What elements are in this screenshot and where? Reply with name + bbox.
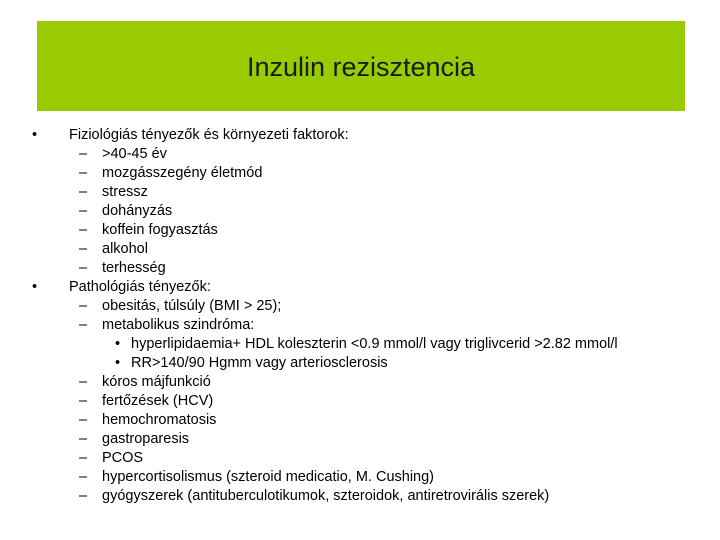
dash-icon: – [79,374,88,390]
list-item: terhesség [102,260,166,276]
dash-icon: – [79,260,88,276]
list-item: metabolikus szindróma: [102,317,255,333]
list-item: mozgásszegény életmód [102,165,263,181]
list-item: fertőzések (HCV) [102,393,214,409]
bullet-icon: • [32,279,38,295]
dash-icon: – [79,450,88,466]
list-item: >40-45 év [102,146,167,162]
dash-icon: – [79,488,88,504]
list-item: stressz [102,184,148,200]
sub-list-item: hyperlipidaemia+ HDL koleszterin <0.9 mmol/l vagy triglivcerid >2.82 mmol/l [131,336,618,352]
dash-icon: – [79,165,88,181]
dash-icon: – [79,298,88,314]
list-item: dohányzás [102,203,173,219]
list-item: hemochromatosis [102,412,217,428]
dash-icon: – [79,431,88,447]
dash-icon: – [79,317,88,333]
section-heading: Fiziológiás tényezők és környezeti faktorok: [69,127,349,143]
list-item: PCOS [102,450,144,466]
list-item: kóros májfunkció [102,374,211,390]
dash-icon: – [79,222,88,238]
bullet-icon: • [115,336,121,352]
bullet-icon: • [32,127,38,143]
dash-icon: – [79,146,88,162]
list-item: gastroparesis [102,431,190,447]
list-item: alkohol [102,241,148,257]
dash-icon: – [79,469,88,485]
list-item: obesitás, túlsúly (BMI > 25); [102,298,282,314]
dash-icon: – [79,203,88,219]
dash-icon: – [79,393,88,409]
dash-icon: – [79,241,88,257]
bullet-icon: • [115,355,121,371]
list-item: koffein fogyasztás [102,222,218,238]
section-heading: Pathológiás tényezők: [69,279,211,295]
dash-icon: – [79,412,88,428]
list-item: hypercortisolismus (szteroid medicatio, M. Cushing) [102,469,434,485]
list-item: gyógyszerek (antituberculotikumok, szteroidok, antiretrovirális szerek) [102,488,550,504]
slide-title: Inzulin rezisztencia [246,52,476,82]
sub-list-item: RR>140/90 Hgmm vagy arteriosclerosis [131,355,388,371]
dash-icon: – [79,184,88,200]
